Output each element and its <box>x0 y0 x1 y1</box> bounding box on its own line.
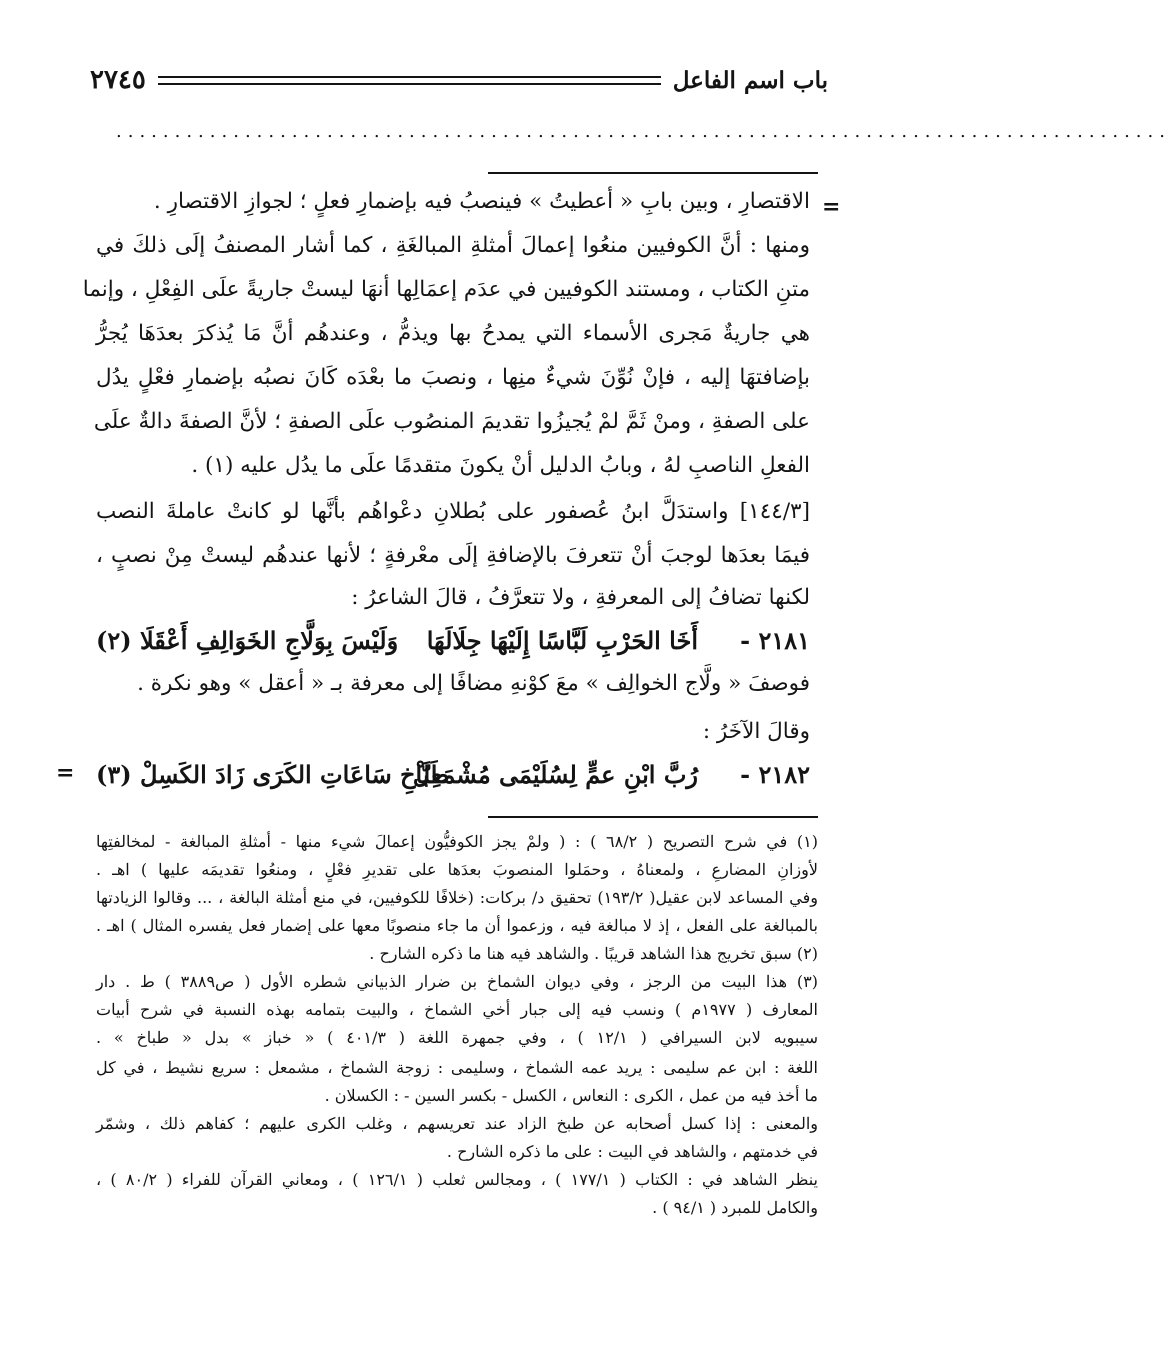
footnote-line: (٢) سبق تخريج هذا الشاهد قريبًا . والشاهد فيه هنا ما ذكره الشارح . <box>369 944 818 963</box>
footnote-line: المعارف ( ١٩٧٧م ) ونسب فيه إلى جبار أخي الشماخ ، والبيت بتمامه بهذه النسبة في شرح أبيات <box>96 1000 819 1019</box>
body-line: الاقتصارِ ، وبين بابِ « أعطيتُ » فينصبُ فيه بإضمارِ فعلٍ ؛ لجوازِ الاقتصارِ . <box>153 189 810 214</box>
body-line: [١٤٤/٣] واستدَلَّ ابنُ عُصفور على بُطلانِ دعْواهُم بأنَّها لو كانتْ عاملةَ النصب <box>96 499 810 524</box>
verse-hemistich-first: رُبَّ ابْنِ عمٍّ لِسُلَيْمَى مُشْمَعِلْ <box>412 760 698 789</box>
page-number: ٢٧٤٥ <box>90 65 146 95</box>
footnote-line: والكامل للمبرد ( ٩٤/١ ) . <box>652 1198 818 1217</box>
body-line: على الصفةِ ، ومنْ ثَمَّ لمْ يُجيزُوا تقديمَ المنصُوب علَى الصفةِ ؛ لأنَّ الصفةَ دالةٌ علَى <box>93 409 810 434</box>
footnote-line: ما أخذ فيه من عمل ، الكرى : النعاس ، الكسل - بكسر السين - : الكسلان . <box>324 1086 818 1105</box>
footnote-line: في خدمتهم ، والشاهد في البيت : على ما ذكره الشارح . <box>446 1142 818 1161</box>
top-rule <box>488 172 818 174</box>
body-line: الفعلِ الناصبِ لهُ ، وبابُ الدليل أنْ يكونَ متقدمًا علَى ما يدُل عليه (١) . <box>191 453 810 478</box>
verse-2181 <box>96 618 810 664</box>
verse-hemistich-second: وَلَيْسَ بِوَلَّاجِ الخَوَالِفِ أَعْقَلَا (٢) <box>96 626 399 655</box>
footnote-line: (١) في شرح التصريح ( ٦٨/٢ ) : ( ولمْ يجز الكوفيُّون إعمالَ شيء منها - أمثلةِ المبالغة - لمخالفتِها <box>96 832 819 851</box>
footnote-line: ينظر الشاهد في : الكتاب ( ١٧٧/١ ) ، ومجالس ثعلب ( ١٢٦/١ ) ، ومعاني القرآن للفراء ( ٨٠/٢ ) ، <box>96 1170 819 1189</box>
body-line: هي جاريةٌ مَجرى الأسماء التي يمدحُ بها ويذمُّ ، وعندهُم أنَّ مَا يُذكرَ بعدَهَا يُجرُّ <box>96 321 810 346</box>
continuation-mark: = <box>822 194 841 220</box>
body-line: متنِ الكتاب ، ومستند الكوفيين في عدَم إعمَالِها أنهَا ليستْ جاريةً علَى الفِعْلِ ، وإنما <box>82 277 810 302</box>
continuation-mark: = <box>56 760 75 786</box>
chapter-title: باب اسم الفاعل <box>672 66 828 94</box>
body-line: وقالَ الآخَرُ : <box>702 719 810 744</box>
body-line: لكنها تضافُ إلى المعرفةِ ، ولا تتعرَّفُ ، قالَ الشاعرُ : <box>351 585 810 610</box>
verse-number: ٢١٨٢ - <box>740 760 810 789</box>
page-header <box>90 60 828 100</box>
footnote-line: بالمبالغة على الفعل ، إذ لا مبالغة فيه ، وزعموا أن ما جاء منصوبًا معها على إضمار فعل يفسره المثال ) اهـ . <box>96 916 818 935</box>
footnote-line: وفي المساعد لابن عقيل( ١٩٣/٢) تحقيق د/ بركات: (خلافًا للكوفيين، في منع أمثلة البالغة ، ... وقالوا الزيادتها <box>96 888 818 907</box>
body-line: ومنها : أنَّ الكوفيين منعُوا إعمالَ أمثلةِ المبالغَةِ ، كما أشار المصنفُ إلَى ذلكَ في <box>96 233 810 258</box>
body-line: بإضافتهَا إليه ، فإنْ نُوِّنَ شيءٌ منِها ، ونصبَ ما بعْدَه كَانَ نصبُه بإضمارِ فعْلٍ يدُل <box>96 365 810 390</box>
footnote-line: سيبويه لابن السيرافي ( ١٢/١ ) ، وفي جمهرة اللغة ( ٤٠١/٣ ) « خباز » بدل « طباخ » . <box>96 1028 818 1047</box>
footnote-line: اللغة : ابن عم سليمى : يريد عمه الشماخ ، وسليمى : زوجة الشماخ ، مشمعل : سريع نشيط ، في كل <box>96 1058 818 1077</box>
dotted-separator: .......................................................................................... <box>116 121 1171 142</box>
footnote-line: (٣) هذا البيت من الرجز ، وفي ديوان الشماخ بن ضرار الذبياني شطره الأول ( ص٣٨٨٩ ) ط . دار <box>96 972 818 991</box>
footnote-line: والمعنى : إذا كسل أصحابه عن طبخ الزاد عند تعريسهم ، وغلب الكرى عليهم ؛ كفاهم ذلك ، وشمّر <box>96 1114 818 1133</box>
verse-number: ٢١٨١ - <box>740 626 810 655</box>
header-rule <box>158 76 661 85</box>
footnote-line: لأوزانِ المضارعِ ، ولمعناهُ ، وحمَلوا المنصوبَ بعدَها على تقديرِ فعْلٍ ، ومنعُوا تقديمَه عليها ) اهـ . <box>96 860 819 879</box>
verse-2182 <box>96 752 810 798</box>
footnote-rule <box>488 816 818 818</box>
body-line: فوصفَ « ولَّاج الخوالِف » معَ كوْنهِ مضافًا إلى معرفة بـ « أعقل » وهو نكرة . <box>137 671 810 696</box>
verse-hemistich-first: أَخَا الحَرْبِ لَبَّاسًا إِلَيْهَا جِلَالَهَا <box>426 626 698 655</box>
verse-hemistich-second: طَبَّاخِ سَاعَاتِ الكَرَى زَادَ الكَسِلْ (٣) <box>96 760 450 789</box>
body-line: فيمَا بعدَها لوجبَ أنْ تتعرفَ بالإضافةِ إلَى معْرفةٍ ؛ لأنها عندهُم ليستْ مِنْ نصبٍ ، <box>96 543 810 568</box>
